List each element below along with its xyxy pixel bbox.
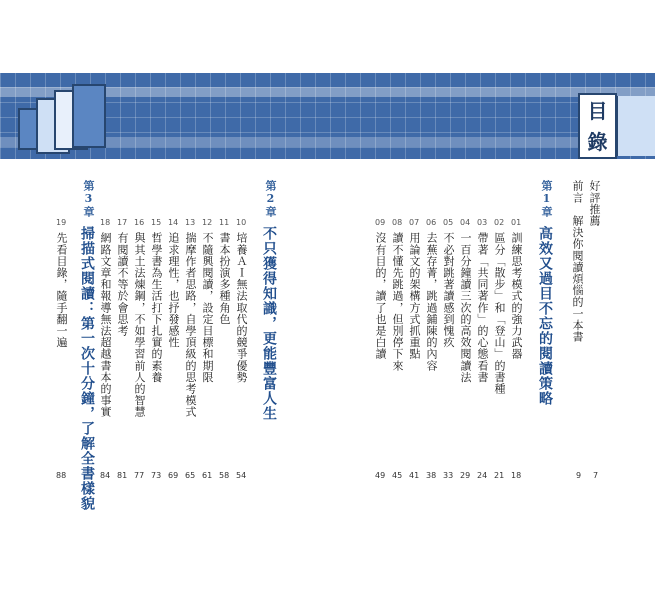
item-number: 16	[134, 218, 145, 227]
item-number: 17	[117, 218, 128, 227]
item-number: 13	[185, 218, 196, 227]
item-number: 01	[511, 218, 522, 227]
item-number: 18	[100, 218, 111, 227]
page-number: 84	[100, 471, 111, 480]
item-number: 08	[392, 218, 403, 227]
toc-entry: 先看目錄，隨手翻一遍	[55, 232, 68, 348]
item-number: 04	[460, 218, 471, 227]
item-number: 11	[219, 218, 230, 227]
item-number: 14	[168, 218, 179, 227]
toc-entry: 不必對跳著讀感到愧疚	[442, 232, 455, 348]
page-number: 29	[460, 471, 471, 480]
toc-heading	[578, 93, 617, 159]
chapter-title: 不只獲得知識，更能豐富人生	[261, 226, 277, 421]
item-number: 03	[477, 218, 488, 227]
item-number: 02	[494, 218, 505, 227]
page-number: 73	[151, 471, 162, 480]
toc-entry: 去蕪存菁，跳過鋪陳的內容	[425, 232, 438, 372]
toc-entry: 網路文章和報導無法超越書本的事實	[99, 232, 112, 418]
page-number: 88	[56, 471, 67, 480]
front-item: 好評推薦	[588, 180, 601, 227]
toc-entry: 書本扮演多種角色	[218, 232, 231, 325]
page-number: 54	[236, 471, 247, 480]
toc-entry: 不隨興閱讀，設定目標和期限	[201, 232, 214, 383]
front-item: 前言 解決你閱讀煩惱的一本書	[571, 180, 584, 343]
page-number: 24	[477, 471, 488, 480]
heading-char: 目	[587, 98, 608, 123]
page-number: 81	[117, 471, 128, 480]
toc-entry: 有閱讀不等於會思考	[116, 232, 129, 337]
open-book-icon	[616, 96, 655, 156]
item-number: 06	[426, 218, 437, 227]
chapter-label: 第1章	[540, 180, 553, 218]
page-number: 65	[185, 471, 196, 480]
item-number: 10	[236, 218, 247, 227]
page-number: 49	[375, 471, 386, 480]
item-number: 19	[56, 218, 67, 227]
page-number: 18	[511, 471, 522, 480]
page-number: 69	[168, 471, 179, 480]
page-number: 77	[134, 471, 145, 480]
page-number: 33	[443, 471, 454, 480]
item-number: 05	[443, 218, 454, 227]
page-number: 38	[426, 471, 437, 480]
chapter-label: 第2章	[264, 180, 277, 218]
chapter-title: 高效又過目不忘的閱讀策略	[537, 226, 553, 406]
toc-entry: 揣摩作者思路，自學頂級的思考模式	[184, 232, 197, 418]
toc-entry: 區分「散步」和「登山」的書種	[493, 232, 506, 395]
toc-entry: 追求理性，也抒發感性	[167, 232, 180, 348]
page-number: 41	[409, 471, 420, 480]
page-number: 7	[593, 471, 599, 480]
page-number: 61	[202, 471, 213, 480]
item-number: 07	[409, 218, 420, 227]
toc-entry: 讀不懂先跳過，但別停下來	[391, 232, 404, 372]
toc-entry: 哲學書為生活打下扎實的素養	[150, 232, 163, 383]
toc-entry: 用論文的架構方式抓重點	[408, 232, 421, 360]
toc-entry: 訓練思考模式的強力武器	[510, 232, 523, 360]
page-number: 58	[219, 471, 230, 480]
page-number: 9	[576, 471, 582, 480]
toc-entry: 沒有目的，讀了也是白讀	[374, 232, 387, 360]
item-number: 09	[375, 218, 386, 227]
toc-entry: 一百分鐘讀三次的高效閱讀法	[459, 232, 472, 383]
book-stack-icon	[18, 84, 110, 164]
toc-entry: 與其土法煉鋼，不如學習前人的智慧	[133, 232, 146, 418]
chapter-label: 第3章	[82, 180, 95, 218]
item-number: 12	[202, 218, 213, 227]
toc-entry: 培養ＡＩ無法取代的競爭優勢	[235, 232, 248, 383]
chapter-title: 掃描式閱讀：第一次十分鐘，了解全書樣貌	[79, 226, 95, 511]
toc-entry: 帶著「共同著作」的心態看書	[476, 232, 489, 383]
item-number: 15	[151, 218, 162, 227]
page-number: 21	[494, 471, 505, 480]
page-number: 45	[392, 471, 403, 480]
heading-char: 錄	[587, 129, 608, 154]
